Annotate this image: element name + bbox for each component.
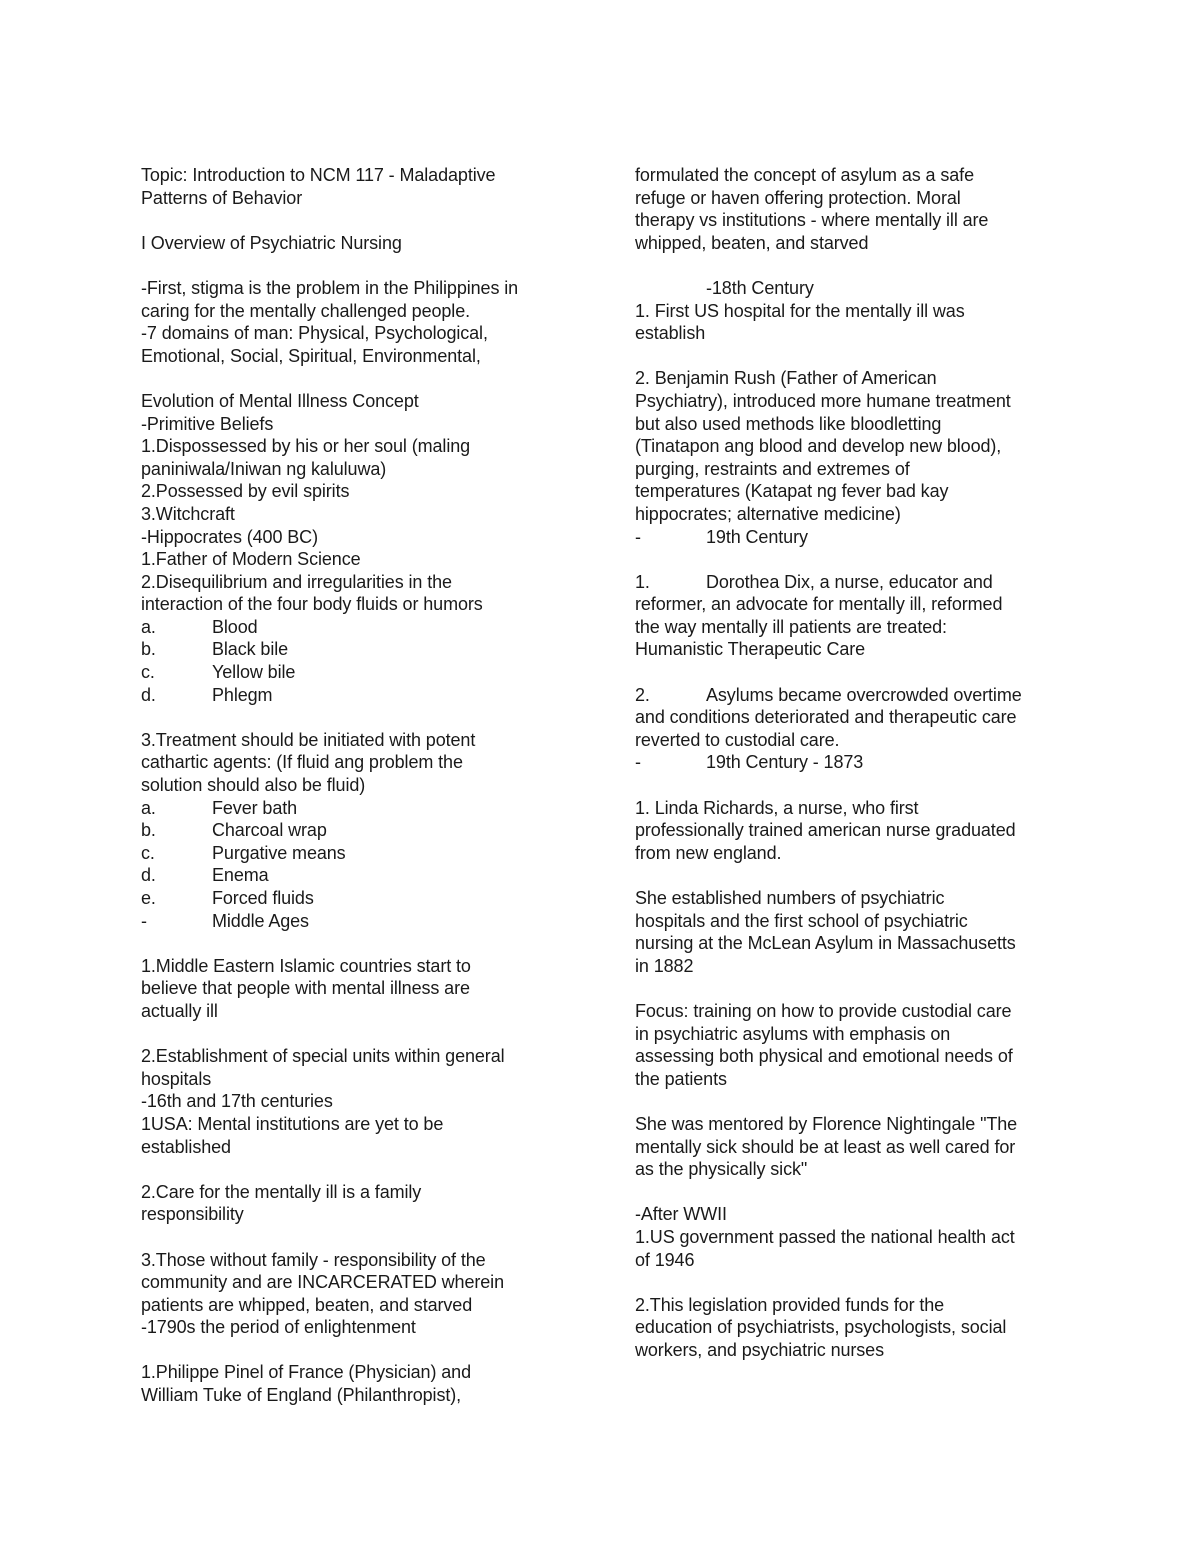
list-marker: a. [141, 797, 156, 818]
text-line: 2.Possessed by evil spirits [141, 481, 350, 502]
text-line: but also used methods like bloodletting [635, 413, 942, 434]
text-line: Patterns of Behavior [141, 187, 303, 208]
blank-line [141, 1226, 581, 1249]
list-marker: 2. [635, 684, 650, 705]
text-line: 1.US government passed the national health act [635, 1226, 1015, 1247]
list-marker: b. [141, 639, 156, 660]
list-item-text: Fever bath [212, 797, 298, 818]
text-line: cathartic agents: (If fluid ang problem the [141, 752, 463, 773]
text-line: -Hippocrates (400 BC) [141, 526, 318, 547]
section-heading-19th-century: - 19th Century [635, 526, 808, 547]
blank-line [635, 254, 1075, 277]
text-line: -7 domains of man: Physical, Psychological, [141, 323, 488, 344]
text-line: community and are INCARCERATED wherein [141, 1272, 504, 1293]
list-item-text: Black bile [212, 639, 289, 660]
blank-line [635, 548, 1075, 571]
blank-line [141, 932, 581, 955]
list-item [141, 661, 581, 684]
text-line: mentally sick should be at least as well cared for [635, 1136, 1016, 1157]
text-line: in psychiatric asylums with emphasis on [635, 1023, 951, 1044]
text-line: temperatures (Katapat ng fever bad kay [635, 481, 949, 502]
text-line: 3.Those without family - responsibility of the [141, 1249, 486, 1270]
text-line: of 1946 [635, 1249, 695, 1270]
section-heading-19th-century-1873: - 19th Century - 1873 [635, 752, 864, 773]
text-line: the way mentally ill patients are treated: [635, 616, 947, 637]
blank-line [635, 1271, 1075, 1294]
list-item [141, 638, 581, 661]
list-item [141, 910, 581, 933]
list-item-text: Yellow bile [212, 662, 296, 683]
text-line: 2.Disequilibrium and irregularities in the [141, 571, 452, 592]
text-line: solution should also be fluid) [141, 775, 366, 796]
numbered-item-text: Asylums became overcrowded overtime [706, 684, 1022, 705]
blank-line [141, 254, 581, 277]
text-line: Evolution of Mental Illness Concept [141, 390, 419, 411]
list-marker: c. [141, 842, 155, 863]
text-line: 2. Benjamin Rush (Father of American [635, 368, 937, 389]
text-line: hospitals [141, 1068, 212, 1089]
text-line: caring for the mentally challenged people. [141, 300, 471, 321]
list-item [141, 616, 581, 639]
text-line: Topic: Introduction to NCM 117 - Maladaptive [141, 165, 496, 185]
text-line: in 1882 [635, 955, 694, 976]
list-item [141, 842, 581, 865]
list-item [141, 887, 581, 910]
list-marker: a. [141, 616, 156, 637]
list-item [141, 797, 581, 820]
list-marker: b. [141, 820, 156, 841]
list-marker: e. [141, 888, 156, 908]
text-line: paniniwala/Iniwan ng kaluluwa) [141, 458, 387, 479]
text-line: purging, restraints and extremes of [635, 458, 910, 479]
blank-line [141, 367, 581, 390]
text-line: the patients [635, 1068, 727, 1089]
list-marker: c. [141, 662, 155, 683]
text-line: 1.Father of Modern Science [141, 549, 361, 570]
blank-line [635, 977, 1075, 1000]
text-line: reformer, an advocate for mentally ill, reformed [635, 594, 1003, 615]
list-item-text: Blood [212, 616, 258, 637]
text-line: Focus: training on how to provide custodial care [635, 1000, 1012, 1021]
blank-line [141, 706, 581, 729]
text-line: education of psychiatrists, psychologists, social [635, 1317, 1007, 1338]
text-line: interaction of the four body fluids or humors [141, 594, 483, 615]
text-line: -Primitive Beliefs [141, 413, 274, 434]
blank-line [635, 774, 1075, 797]
text-line: reverted to custodial care. [635, 729, 840, 750]
text-line: -1790s the period of enlightenment [141, 1317, 416, 1338]
text-line: whipped, beaten, and starved [635, 232, 869, 253]
text-line: 3.Treatment should be initiated with potent [141, 729, 476, 750]
text-line: established [141, 1136, 231, 1157]
text-line: 1. Linda Richards, a nurse, who first [635, 797, 919, 818]
text-line: as the physically sick" [635, 1159, 808, 1180]
numbered-item [635, 684, 1075, 707]
text-line: patients are whipped, beaten, and starved [141, 1294, 473, 1315]
text-line: 1. First US hospital for the mentally ill was [635, 300, 965, 321]
list-marker: d. [141, 684, 156, 705]
text-line: 2.Establishment of special units within general [141, 1046, 505, 1067]
list-item-text: Enema [212, 865, 269, 886]
text-line: Emotional, Social, Spiritual, Environmental, [141, 345, 481, 366]
text-line: hippocrates; alternative medicine) [635, 503, 901, 524]
text-line: nursing at the McLean Asylum in Massachusetts [635, 933, 1016, 954]
text-line: formulated the concept of asylum as a safe [635, 165, 974, 185]
section-heading-18th-century: -18th Century [706, 277, 814, 298]
list-item-text: Middle Ages [212, 910, 309, 931]
text-line: actually ill [141, 1000, 218, 1021]
list-item-text: Purgative means [212, 842, 346, 863]
list-item [141, 684, 581, 707]
blank-line [141, 1158, 581, 1181]
text-line: William Tuke of England (Philanthropist), [141, 1385, 462, 1406]
list-item-text: Forced fluids [212, 888, 314, 908]
blank-line [635, 1181, 1075, 1204]
list-item [141, 819, 581, 842]
list-marker: 1. [635, 571, 650, 592]
numbered-item-text: Dorothea Dix, a nurse, educator and [706, 571, 993, 592]
text-line: -First, stigma is the problem in the Philippines in [141, 277, 519, 298]
text-line: hospitals and the first school of psychiatric [635, 910, 968, 931]
text-line: establish [635, 323, 706, 344]
text-line: -16th and 17th centuries [141, 1091, 333, 1112]
left-column [141, 164, 581, 1407]
blank-line [141, 1023, 581, 1046]
text-line: assessing both physical and emotional needs of [635, 1046, 1013, 1067]
list-item-text: Charcoal wrap [212, 820, 327, 841]
list-item [141, 864, 581, 887]
text-line: (Tinatapon ang blood and develop new blood), [635, 436, 1002, 457]
blank-line [635, 1090, 1075, 1113]
text-line: workers, and psychiatric nurses [635, 1339, 884, 1360]
text-line: 1USA: Mental institutions are yet to be [141, 1113, 444, 1134]
text-line: 3.Witchcraft [141, 503, 235, 524]
list-marker: - [141, 910, 147, 931]
blank-line [141, 1339, 581, 1362]
text-line: She was mentored by Florence Nightingale "The [635, 1113, 1018, 1134]
blank-line [635, 345, 1075, 368]
text-line: believe that people with mental illness are [141, 978, 470, 999]
text-line: Humanistic Therapeutic Care [635, 639, 866, 660]
right-column [635, 164, 1075, 1361]
list-marker: d. [141, 865, 156, 886]
text-line: She established numbers of psychiatric [635, 888, 945, 908]
text-line: professionally trained american nurse graduated [635, 820, 1016, 841]
list-item-text: Phlegm [212, 684, 273, 705]
text-line: 1.Middle Eastern Islamic countries start to [141, 955, 471, 976]
text-line: 2.Care for the mentally ill is a family [141, 1181, 422, 1202]
blank-line [635, 661, 1075, 684]
text-line: -After WWII [635, 1204, 727, 1225]
text-line: responsibility [141, 1204, 244, 1225]
text-line: therapy vs institutions - where mentally ill are [635, 210, 989, 231]
text-line: refuge or haven offering protection. Moral [635, 187, 961, 208]
text-line: Psychiatry), introduced more humane treatment [635, 390, 1011, 411]
text-line: 1.Dispossessed by his or her soul (maling [141, 436, 471, 457]
text-line: I Overview of Psychiatric Nursing [141, 232, 402, 253]
blank-line [141, 209, 581, 232]
text-line: and conditions deteriorated and therapeutic care [635, 707, 1017, 728]
text-line: 2.This legislation provided funds for the [635, 1294, 945, 1315]
numbered-item [635, 571, 1075, 594]
text-line: from new england. [635, 842, 782, 863]
text-line: 1.Philippe Pinel of France (Physician) and [141, 1362, 471, 1383]
blank-line [635, 864, 1075, 887]
